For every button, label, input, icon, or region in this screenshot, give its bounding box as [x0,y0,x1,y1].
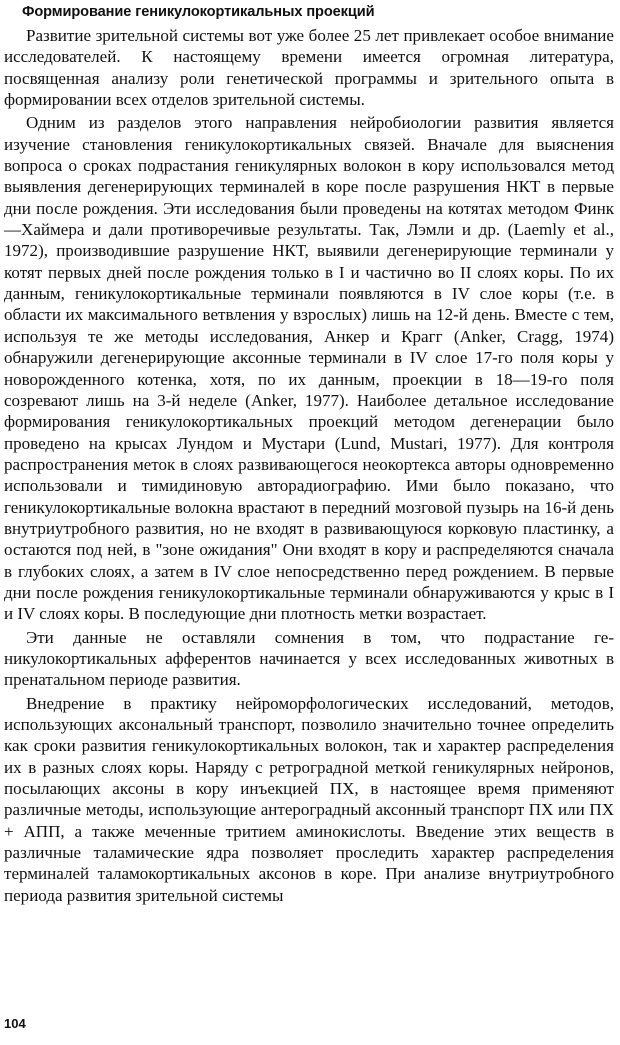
paragraph-2: Одним из разделов этого направления нейробиологии развития является изучение становления геникулокортикальных связей. Вначале для выяснения вопроса о сроках подрастания геникулярных волокон в кору использовался метод выявления дегенерирующих терминалей в коре после разрушения НКТ в первые дни после рождения. Эти исследования были проведены на котятах методом Финк—Хаймера и дали противоречивые результаты. Так, Лэмли и др. (Laemly et al., 1972), производившие разрушение НКТ, выявили дегенерирующие терминали у котят первых дней после рождения только в I и частично во II слоях коры. По их данным, геникулокортикальные терминали появляются в IV слое коры (т.е. в области их максимального ветвления у взрослых) лишь на 12-й день. Вместе с тем, используя те же методы исследования, Анкер и Крагг (Anker, Cragg, 1974) обнаружили дегенерирующие аксонные терминали в IV слое 17-го поля коры у новорожденного котенка, хотя, по их данным, проекции в 18—19-го поля созревают лишь на 3-й неделе (Anker, 1977). Наиболее детальное исследование формирования геникулокортикальных проекций методом дегенерации было проведено на крысах Лундом и Мустари (Lund, Mustari, 1977). Для контроля распространения меток в слоях развивающегося неокортекса авторы одновременно использовали и тимидиновую авторадиографию. Ими было показано, что геникулокортикальные волокна врастают в передний мозговой пузырь на 16-й день внутриутробного развития, но не входят в развивающуюся корковую пластинку, а остаются под ней, в "зоне ожидания" Они входят в кору и распределяются сначала в глубоких слоях, а затем в IV слое непосредственно перед рождением. В первые дни после рождения геникулокортикальные терминали обнаруживаются у крыс в I и IV слоях коры. В последующие дни плотность метки возрастает. [4,113,614,624]
paragraph-3: Эти данные не оставляли сомнения в том, что подрастание геникулокортикальных афферентов начинается у всех исследованных животных в пренатальном периоде развития. [4,627,614,690]
paragraph-4: Внедрение в практику нейроморфологических исследований, методов, использующих аксональный транспорт, позволило значительно точнее определить как сроки развития геникулокортикальных волокон, так и характер распределения их в разных слоях коры. Наряду с ретроградной меткой геникулярных нейронов, посылающих аксоны в кору инъекцией ПХ, в настоящее время применяют различные методы, использующие антероградный аксонный транспорт ПХ или ПХ + АПП, а также меченные тритием аминокислоты. Введение этих веществ в различные таламические ядра позволяет проследить характер распределения терминалей таламокортикальных аксонов в коре. При анализе внутриутробного периода развития зрительной системы [4,693,614,905]
page-number: 104 [4,1016,26,1031]
paragraph-1: Развитие зрительной системы вот уже более 25 лет привлекает особое внимание исследователей. К настоящему времени имеется огромная литература, посвященная анализу роли генетической программы и зрительного опыта в формировании всех отделов зрительной системы. [4,26,614,110]
body-text [4,25,614,906]
section-heading: Формирование геникулокортикальных проекций [22,4,375,20]
